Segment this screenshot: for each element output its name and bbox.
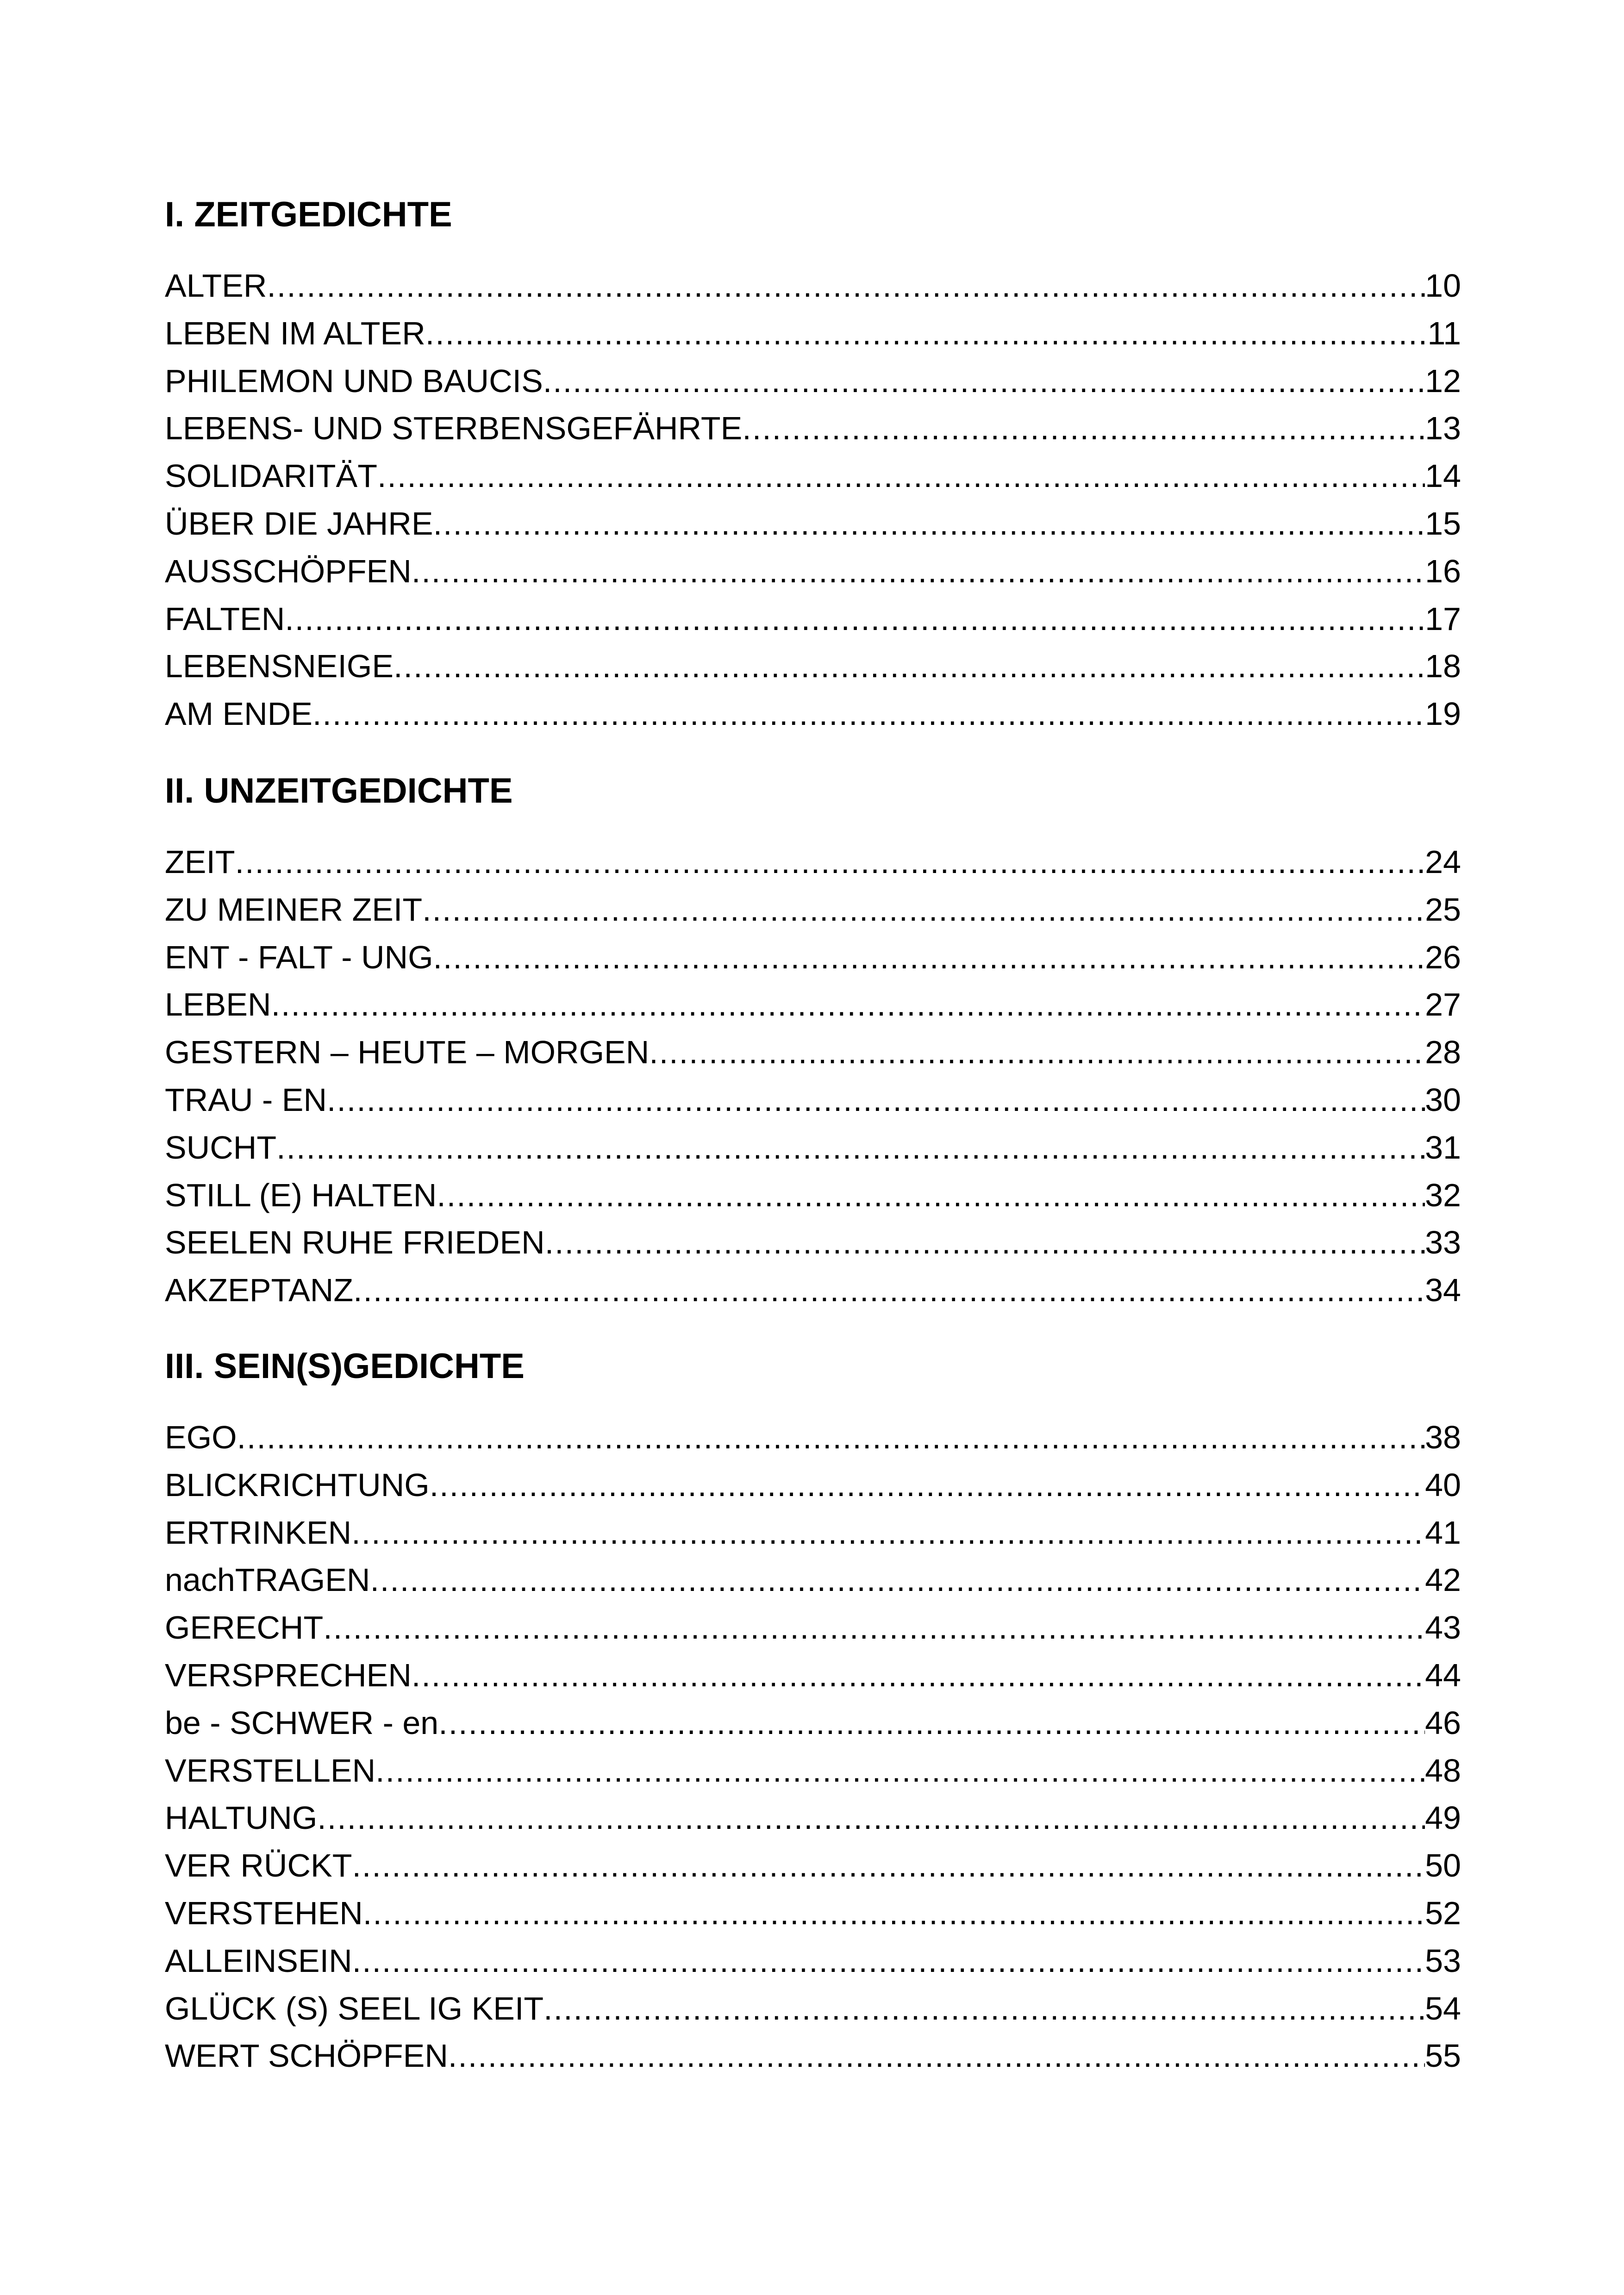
toc-entry[interactable] (165, 886, 1461, 934)
entry-page-number: 49 (1425, 1800, 1461, 1836)
entry-title: GLÜCK (S) SEEL IG KEIT (165, 1990, 544, 2027)
entry-title: FALTEN (165, 600, 285, 637)
entry-page-number: 31 (1425, 1129, 1461, 1166)
entry-page-number: 33 (1425, 1224, 1461, 1261)
toc-entry[interactable] (165, 1747, 1461, 1795)
entry-title: AKZEPTANZ (165, 1272, 354, 1309)
dot-leader (327, 1076, 1425, 1124)
toc-entry[interactable] (165, 690, 1461, 738)
entry-title: ERTRINKEN (165, 1514, 352, 1551)
dot-leader (430, 1461, 1425, 1509)
toc-entry-list (165, 1414, 1461, 2080)
dot-leader (412, 1652, 1425, 1699)
toc-entry[interactable] (165, 1124, 1461, 1172)
dot-leader (235, 838, 1425, 886)
dot-leader (437, 1172, 1425, 1219)
toc-entry[interactable] (165, 1794, 1461, 1842)
dot-leader (285, 595, 1425, 643)
entry-page-number: 30 (1425, 1081, 1461, 1118)
dot-leader (323, 1604, 1425, 1652)
dot-leader (375, 1747, 1425, 1795)
toc-entry[interactable] (165, 1985, 1461, 2033)
entry-title: SUCHT (165, 1129, 277, 1166)
toc-entry[interactable] (165, 1652, 1461, 1699)
dot-leader (422, 886, 1425, 934)
toc-entry[interactable] (165, 500, 1461, 548)
entry-title: STILL (E) HALTEN (165, 1177, 437, 1213)
toc-entry[interactable] (165, 405, 1461, 452)
entry-title: LEBENS- UND STERBENSGEFÄHRTE (165, 410, 743, 447)
toc-entry[interactable] (165, 262, 1461, 310)
entry-title: ALTER (165, 268, 267, 304)
entry-page-number: 54 (1425, 1990, 1461, 2027)
entry-page-number: 24 (1425, 844, 1461, 880)
dot-leader (317, 1794, 1425, 1842)
toc-entry[interactable] (165, 548, 1461, 595)
dot-leader (649, 1029, 1425, 1076)
entry-page-number: 46 (1425, 1704, 1461, 1741)
entry-page-number: 10 (1425, 268, 1461, 304)
toc-entry[interactable] (165, 1890, 1461, 1937)
entry-page-number: 25 (1425, 891, 1461, 928)
entry-page-number: 27 (1425, 986, 1461, 1023)
entry-page-number: 19 (1425, 696, 1461, 732)
entry-title: ZEIT (165, 844, 235, 880)
toc-entry[interactable] (165, 1699, 1461, 1747)
entry-page-number: 12 (1425, 362, 1461, 399)
toc-entry-list (165, 262, 1461, 738)
entry-page-number: 14 (1425, 458, 1461, 494)
entry-page-number: 34 (1425, 1272, 1461, 1309)
dot-leader (448, 2032, 1425, 2080)
toc-entry[interactable] (165, 595, 1461, 643)
dot-leader (271, 981, 1425, 1029)
toc-entry[interactable] (165, 310, 1461, 357)
entry-page-number: 38 (1425, 1419, 1461, 1455)
toc-entry-list (165, 838, 1461, 1314)
entry-title: TRAU - EN (165, 1081, 327, 1118)
entry-page-number: 26 (1425, 939, 1461, 975)
toc-entry[interactable] (165, 981, 1461, 1029)
toc-entry[interactable] (165, 357, 1461, 405)
entry-title: SEELEN RUHE FRIEDEN (165, 1224, 545, 1261)
toc-entry[interactable] (165, 1509, 1461, 1557)
entry-page-number: 32 (1425, 1177, 1461, 1213)
entry-title: VERSTEHEN (165, 1895, 363, 1931)
entry-title: ZU MEINER ZEIT (165, 891, 423, 928)
toc-entry[interactable] (165, 1604, 1461, 1652)
toc-entry[interactable] (165, 1461, 1461, 1509)
entry-title: PHILEMON UND BAUCIS (165, 362, 543, 399)
entry-title: LEBEN IM ALTER (165, 315, 425, 351)
toc-entry[interactable] (165, 452, 1461, 500)
entry-page-number: 18 (1425, 648, 1461, 685)
dot-leader (377, 452, 1425, 500)
entry-title: be - SCHWER - en (165, 1704, 439, 1741)
dot-leader (425, 310, 1428, 357)
toc-entry[interactable] (165, 1029, 1461, 1076)
entry-page-number: 53 (1425, 1942, 1461, 1979)
entry-title: ENT - FALT - UNG (165, 939, 433, 975)
toc-entry[interactable] (165, 1842, 1461, 1890)
entry-page-number: 40 (1425, 1466, 1461, 1503)
toc-entry[interactable] (165, 934, 1461, 981)
entry-page-number: 13 (1425, 410, 1461, 447)
entry-title: LEBENSNEIGE (165, 648, 394, 685)
entry-title: nachTRAGEN (165, 1562, 370, 1598)
section-heading: I. ZEITGEDICHTE (165, 195, 452, 234)
entry-page-number: 50 (1425, 1847, 1461, 1884)
entry-title: ALLEINSEIN (165, 1942, 352, 1979)
entry-title: AUSSCHÖPFEN (165, 553, 412, 589)
entry-title: LEBEN (165, 986, 271, 1023)
entry-title: GESTERN – HEUTE – MORGEN (165, 1034, 650, 1071)
dot-leader (742, 405, 1425, 452)
toc-entry[interactable] (165, 1556, 1461, 1604)
entry-title: HALTUNG (165, 1800, 318, 1836)
entry-title: ÜBER DIE JAHRE (165, 505, 433, 542)
entry-page-number: 43 (1425, 1609, 1461, 1646)
dot-leader (353, 1266, 1425, 1314)
dot-leader (433, 500, 1425, 548)
entry-page-number: 52 (1425, 1895, 1461, 1931)
entry-page-number: 28 (1425, 1034, 1461, 1071)
toc-entry[interactable] (165, 1266, 1461, 1314)
dot-leader (312, 690, 1425, 738)
toc-entry[interactable] (165, 1172, 1461, 1219)
entry-title: GERECHT (165, 1609, 324, 1646)
dot-leader (276, 1124, 1425, 1172)
dot-leader (543, 357, 1425, 405)
dot-leader (394, 642, 1425, 690)
dot-leader (545, 1219, 1425, 1266)
toc-entry[interactable] (165, 1219, 1461, 1266)
entry-page-number: 15 (1425, 505, 1461, 542)
entry-page-number: 11 (1427, 315, 1461, 351)
entry-page-number: 55 (1425, 2038, 1461, 2074)
entry-title: SOLIDARITÄT (165, 458, 377, 494)
entry-page-number: 48 (1425, 1752, 1461, 1789)
entry-title: EGO (165, 1419, 237, 1455)
dot-leader (267, 262, 1425, 310)
toc-entry[interactable] (165, 838, 1461, 886)
entry-title: AM ENDE (165, 696, 312, 732)
dot-leader (352, 1937, 1425, 1985)
dot-leader (433, 934, 1425, 981)
dot-leader (543, 1985, 1425, 2033)
entry-title: VER RÜCKT (165, 1847, 352, 1884)
entry-page-number: 42 (1425, 1562, 1461, 1598)
toc-entry[interactable] (165, 1414, 1461, 1461)
dot-leader (412, 548, 1425, 595)
toc-entry[interactable] (165, 2032, 1461, 2080)
section-heading: III. SEIN(S)GEDICHTE (165, 1347, 525, 1386)
entry-page-number: 17 (1425, 600, 1461, 637)
entry-page-number: 16 (1425, 553, 1461, 589)
toc-entry[interactable] (165, 1937, 1461, 1985)
dot-leader (237, 1414, 1425, 1461)
section-heading: II. UNZEITGEDICHTE (165, 771, 513, 811)
toc-entry[interactable] (165, 1076, 1461, 1124)
entry-page-number: 44 (1425, 1657, 1461, 1693)
dot-leader (352, 1842, 1425, 1890)
entry-title: VERSPRECHEN (165, 1657, 412, 1693)
entry-title: WERT SCHÖPFEN (165, 2038, 448, 2074)
dot-leader (351, 1509, 1425, 1557)
dot-leader (370, 1556, 1425, 1604)
dot-leader (363, 1890, 1425, 1937)
dot-leader (438, 1699, 1425, 1747)
toc-entry[interactable] (165, 642, 1461, 690)
entry-page-number: 41 (1425, 1514, 1461, 1551)
entry-title: VERSTELLEN (165, 1752, 376, 1789)
entry-title: BLICKRICHTUNG (165, 1466, 430, 1503)
